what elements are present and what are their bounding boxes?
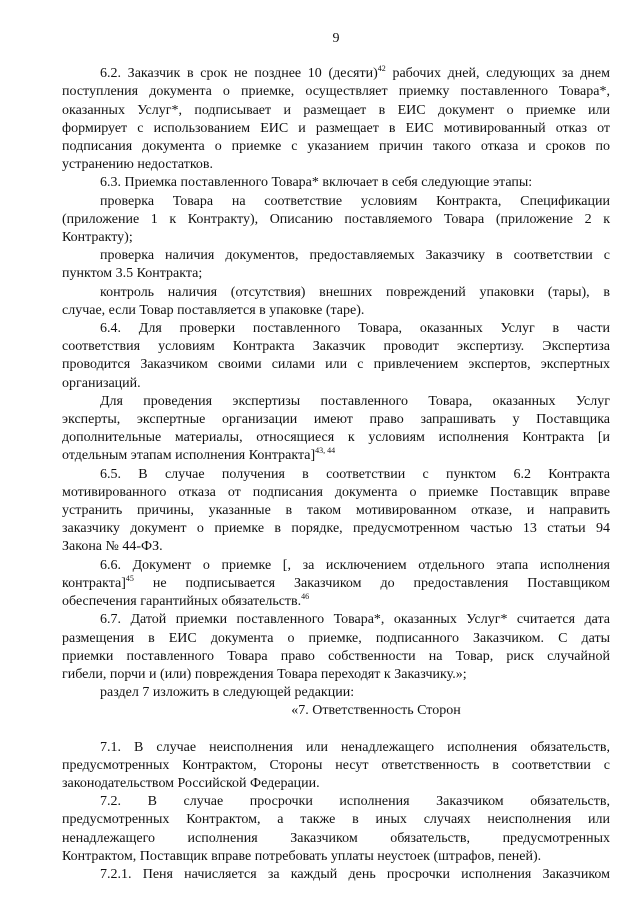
body-paragraph: [62, 611, 610, 684]
text-line: пунктом 3.5 Контракта;: [62, 266, 203, 282]
text-line: соответствия условиям Контракта Заказчик проводит экспертизу. Экспертиза: [62, 339, 610, 355]
text-line: Закона № 44-ФЗ.: [62, 539, 163, 555]
text-line: раздел 7 изложить в следующей редакции:: [100, 685, 355, 701]
footnote-ref: 46: [301, 592, 310, 602]
text-line: законодательством Российской Федерации.: [62, 775, 320, 791]
body-paragraph: [62, 193, 610, 248]
body-paragraph: [62, 557, 610, 612]
body-paragraph: [62, 65, 610, 174]
page-number: 9: [332, 31, 340, 46]
text-line: размещения в ЕИС документа о приемке, подписанного Заказчиком. С даты: [62, 630, 610, 646]
section-paragraph: [62, 739, 610, 794]
spacer: [62, 721, 610, 739]
text-line: 6.6. Документ о приемке [, за исключением отдельного этапа исполнения: [100, 557, 610, 573]
text-line: 6.5. В случае получения в соответствии с пунктом 6.2 Контракта: [100, 466, 610, 482]
footnote-ref: 43, 44: [315, 446, 336, 456]
text-line: поступления документа о приемке, осуществляет приемку поставленного Товара*,: [62, 84, 610, 100]
text-line: 6.7. Датой приемки поставленного Товара*, оказанных Услуг* считается дата: [100, 612, 610, 628]
text-line: Контракту);: [62, 230, 133, 246]
text-line: 7.2.1. Пеня начисляется за каждый день просрочки исполнения Заказчиком: [100, 866, 610, 882]
text-line: (приложение 1 к Контракту), Описанию поставляемого Товара (приложение 2 к: [62, 211, 610, 227]
text-line: заказчику документ о приемке в порядке, предусмотренном частью 13 статьи 94: [62, 521, 610, 537]
text-line: случае, если Товар поставляется в упаковке (таре).: [62, 302, 365, 318]
text-line: проверка наличия документов, предоставляемых Заказчику в соответствии с: [100, 248, 610, 264]
text-line: подписания документа о приемке с указанием причин такого отказа и сроков по: [62, 139, 610, 155]
text-line: проводится Заказчиком своими силами или с привлечением экспертов, экспертных: [62, 357, 610, 373]
section-title: «7. Ответственность Сторон: [291, 703, 461, 719]
text-line: 7.1. В случае неисполнения или ненадлежащего исполнения обязательств,: [100, 739, 610, 755]
text-line: 6.3. Приемка поставленного Товара* включает в себя следующие этапы:: [100, 175, 533, 191]
text-line: проверка Товара на соответствие условиям Контракта, Спецификации: [100, 193, 610, 209]
text-line: устранению недостатков.: [62, 157, 214, 173]
text-line: гибели, порчи и (или) повреждения Товара переходят к Заказчику.»;: [62, 666, 467, 682]
text-line: оказанных Услуг*, подписывает и размещает в ЕИС документ о приемке или: [62, 102, 610, 118]
text-line: ненадлежащего исполнения Заказчиком обязательств, предусмотренных: [62, 830, 610, 846]
body-paragraph: [62, 393, 610, 466]
text-line: приемки поставленного Товара право собственности на Товар, риск случайной: [62, 648, 610, 664]
text-line: предусмотренных Контрактом, Стороны несут ответственность в соответствии с: [62, 757, 610, 773]
footnote-ref: 42: [377, 64, 386, 74]
text-line: 7.2. В случае просрочки исполнения Заказчиком обязательств,: [100, 794, 610, 810]
text-line: эксперты, экспертные организации имеют право запрашивать у Поставщика: [62, 412, 610, 428]
text-line: формирует с использованием ЕИС и размещает в ЕИС мотивированный отказ от: [62, 120, 610, 136]
text-line: 6.2. Заказчик в срок не позднее 10 (десяти)$^{42}$ рабочих дней, следующих за днем: [100, 64, 610, 82]
body-paragraph: [62, 320, 610, 393]
text-line: контракта]$^{45}$ не подписывается Заказчиком до предоставления Поставщиком: [62, 573, 610, 591]
text-line: отдельным этапам исполнения Контракта]$^{43, 44}$: [62, 446, 336, 464]
text-line: организаций.: [62, 375, 141, 391]
text-line: Для проведения экспертизы поставленного Товара, оказанных Услуг: [100, 393, 610, 409]
text-line: устранить причины, указанные в таком мотивированном отказе, и направить: [62, 503, 610, 519]
section-paragraph: [62, 866, 610, 884]
body-paragraph: [62, 284, 610, 320]
text-line: дополнительные материалы, относящиеся к условиям исполнения Контракта [и: [62, 430, 610, 446]
text-line: мотивированного отказа от подписания документа о приемке Поставщик вправе: [62, 484, 610, 500]
footnote-ref: 45: [125, 573, 134, 583]
body-paragraph: [62, 466, 610, 557]
text-line: 6.4. Для проверки поставленного Товара, оказанных Услуг в части: [100, 321, 610, 337]
section-paragraph: [62, 793, 610, 866]
text-line: предусмотренных Контрактом, а также в иных случаях неисполнения или: [62, 812, 610, 828]
body-paragraph: [62, 174, 610, 192]
body-paragraph: [62, 247, 610, 283]
body-paragraph: [62, 684, 610, 702]
text-line: обеспечения гарантийных обязательств.$^{46}$: [62, 592, 310, 610]
text-line: Контрактом, Поставщик вправе потребовать уплаты неустоек (штрафов, пеней).: [62, 848, 542, 864]
document-body: [62, 65, 610, 884]
text-line: контроль наличия (отсутствия) внешних повреждений упаковки (тары), в: [100, 284, 610, 300]
